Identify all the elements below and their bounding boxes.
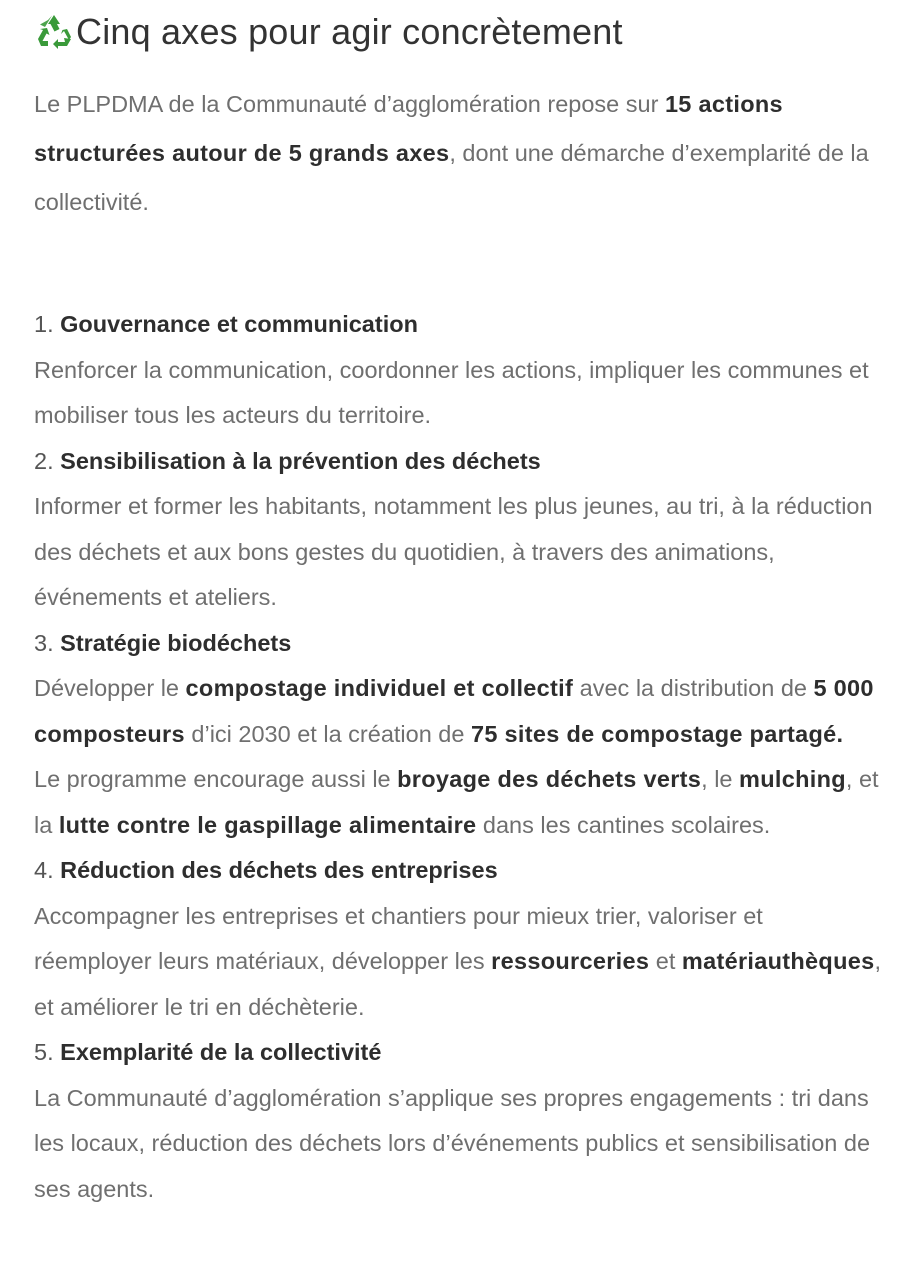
intro-paragraph — [34, 80, 884, 227]
intro-highlight: 15 actions structurées autour de 5 grands axes — [34, 91, 783, 166]
highlight: lutte contre le gaspillage alimentaire — [58, 811, 477, 838]
highlight: ressourceries — [491, 948, 650, 974]
recycle-icon — [34, 12, 74, 52]
text-run: d’ici 2030 et la création de — [184, 720, 471, 747]
axis-description-2: Informer et former les habitants, notamment les plus jeunes, au tri, à la réduction des déchets et aux bons gestes du quotidien, à travers des animations, événements et ateliers. — [34, 493, 873, 610]
section-header — [34, 8, 623, 56]
axis-number: 2. — [34, 447, 54, 474]
text-run: avec la distribution de — [573, 675, 814, 701]
text-run: dans les cantines scolaires. — [476, 811, 771, 838]
page-title: Cinq axes pour agir concrètement — [76, 11, 623, 52]
text-run: Le programme encourage aussi le — [34, 766, 398, 792]
text-run: , le — [701, 766, 740, 792]
intro-text: Le PLPDMA de la Communauté d’agglomération repose sur — [34, 91, 665, 117]
highlight: compostage individuel et collectif — [185, 675, 574, 701]
axis-description-3a — [34, 666, 884, 757]
axis-title: Réduction des déchets des entreprises — [60, 857, 498, 883]
text-run: et — [649, 948, 682, 974]
text-run: , et la — [34, 766, 879, 838]
highlight: broyage des déchets verts — [397, 766, 702, 792]
axis-heading-5 — [34, 1030, 884, 1076]
intro-text-end: , dont une démarche d’exemplarité de la collectivité. — [34, 140, 869, 215]
axis-number: 1. — [34, 311, 54, 337]
axis-number: 5. — [34, 1039, 54, 1065]
axis-description-5: La Communauté d’agglomération s’applique ses propres engagements : tri dans les locaux, réduction des déchets lors d’événements publics et sensibilisation de ses agents. — [34, 1084, 871, 1202]
axis-title: Gouvernance et communication — [60, 311, 418, 337]
axis-heading-3 — [34, 621, 884, 667]
highlight: matériauthèques — [681, 948, 875, 974]
axis-description-4 — [34, 894, 884, 1031]
text-run: Développer le — [34, 675, 186, 701]
text-run: , et améliorer le tri en déchèterie. — [34, 948, 881, 1020]
axis-description-3b — [34, 757, 884, 848]
axis-title: Stratégie biodéchets — [60, 629, 292, 656]
axis-heading-4 — [34, 848, 884, 894]
axis-title: Sensibilisation à la prévention des déchets — [60, 447, 541, 474]
axis-number: 4. — [34, 857, 54, 883]
axes-list — [34, 302, 884, 1212]
axis-number: 3. — [34, 629, 54, 656]
highlight: 75 sites de compostage partagé. — [470, 720, 844, 747]
highlight: mulching — [739, 766, 846, 792]
axis-heading-2 — [34, 439, 884, 485]
text-run: Accompagner les entreprises et chantiers pour mieux trier, valoriser et réemployer leurs matériaux, développer les — [34, 902, 763, 974]
highlight: 5 000 composteurs — [34, 675, 874, 747]
axis-heading-1 — [34, 302, 884, 348]
axis-title: Exemplarité de la collectivité — [60, 1039, 382, 1065]
axis-description-1: Renforcer la communication, coordonner les actions, impliquer les communes et mobiliser tous les acteurs du territoire. — [34, 356, 869, 428]
